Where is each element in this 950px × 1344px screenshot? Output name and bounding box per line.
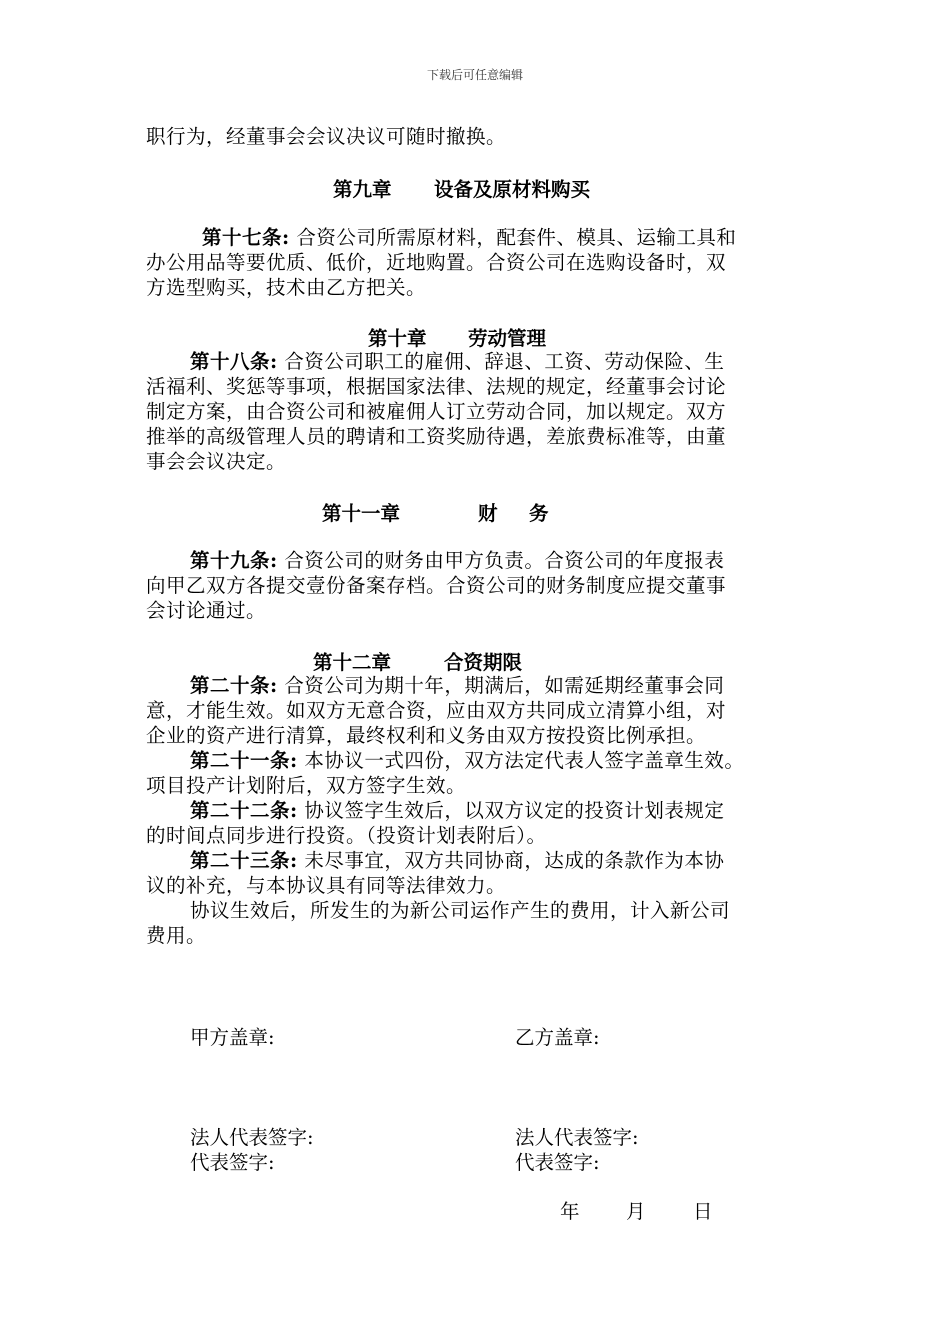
article-23-line: 第二十三条: 未尽事宜，双方共同协商，达成的条款作为本协	[190, 849, 725, 872]
article-21-line: 第二十一条: 本协议一式四份，双方法定代表人签字盖章生效。	[190, 749, 745, 772]
article-label: 第十九条:	[190, 549, 278, 572]
article-18-line: 制定方案，由合资公司和被雇佣人订立劳动合同，加以规定。双方	[146, 400, 727, 423]
article-19-line: 第十九条: 合资公司的财务由甲方负责。合资公司的年度报表	[190, 549, 725, 572]
page-header: 下载后可任意编辑	[426, 68, 523, 82]
article-22-line: 的时间点同步进行投资。（投资计划表附后）。	[146, 824, 547, 847]
chapter-number: 第十一章	[322, 502, 401, 525]
article-23-line: 议的补充，与本协议具有同等法律效力。	[146, 874, 507, 897]
article-label: 第十七条:	[202, 226, 290, 249]
article-label: 第二十三条:	[190, 849, 298, 872]
article-18-line: 推举的高级管理人员的聘请和工资奖励待遇，差旅费标准等，由董	[146, 425, 727, 448]
party-b-seal-label: 乙方盖章:	[515, 1026, 600, 1049]
article-21-line: 项目投产计划附后，双方签字生效。	[146, 774, 467, 797]
article-20-line: 第二十条: 合资公司为期十年，期满后，如需延期经董事会同	[190, 674, 725, 697]
intro-line: 职行为，经董事会会议决议可随时撤换。	[146, 125, 507, 148]
party-a-seal-label: 甲方盖章:	[190, 1026, 275, 1049]
article-22-line: 第二十二条: 协议签字生效后，以双方议定的投资计划表规定	[190, 799, 725, 822]
closing-line: 协议生效后，所发生的为新公司运作产生的费用，计入新公司	[190, 899, 731, 922]
date-month-label: 月	[626, 1200, 646, 1223]
article-label: 第二十二条:	[190, 799, 298, 822]
article-label: 第十八条:	[190, 350, 278, 373]
chapter-title: 设备及原材料购买	[434, 178, 591, 201]
article-20-line: 企业的资产进行清算，最终权利和义务由双方按投资比例承担。	[146, 724, 707, 747]
chapter-title: 财 务	[478, 502, 555, 525]
chapter-title: 合资期限	[444, 651, 523, 674]
article-18-line: 第十八条: 合资公司职工的雇佣、辞退、工资、劳动保险、生	[190, 350, 725, 373]
chapter-number: 第十章	[368, 327, 427, 350]
article-label: 第二十条:	[190, 674, 278, 697]
article-18-line: 事会会议决定。	[146, 450, 287, 473]
article-label: 第二十一条:	[190, 749, 298, 772]
article-17-line: 办公用品等要优质、低价，近地购置。合资公司在选购设备时，双	[146, 251, 727, 274]
article-18-line: 活福利、奖惩等事项，根据国家法律、法规的规定，经董事会讨论	[146, 375, 727, 398]
date-day-label: 日	[693, 1200, 713, 1223]
party-a-legal-sign-label: 法人代表签字:	[190, 1126, 314, 1149]
chapter-number: 第九章	[333, 178, 392, 201]
article-17-line: 方选型购买，技术由乙方把关。	[146, 276, 427, 299]
date-year-label: 年	[560, 1200, 580, 1223]
party-a-rep-sign-label: 代表签字:	[190, 1151, 275, 1174]
article-19-line: 会讨论通过。	[146, 599, 267, 622]
article-20-line: 意，才能生效。如双方无意合资，应由双方共同成立清算小组，对	[146, 699, 727, 722]
article-19-line: 向甲乙双方各提交壹份备案存档。合资公司的财务制度应提交董事	[146, 574, 727, 597]
article-17-line: 第十七条: 合资公司所需原材料，配套件、模具、运输工具和	[202, 226, 737, 249]
chapter-number: 第十二章	[313, 651, 392, 674]
party-b-legal-sign-label: 法人代表签字:	[515, 1126, 639, 1149]
chapter-title: 劳动管理	[468, 327, 547, 350]
party-b-rep-sign-label: 代表签字:	[515, 1151, 600, 1174]
closing-line: 费用。	[146, 924, 207, 947]
